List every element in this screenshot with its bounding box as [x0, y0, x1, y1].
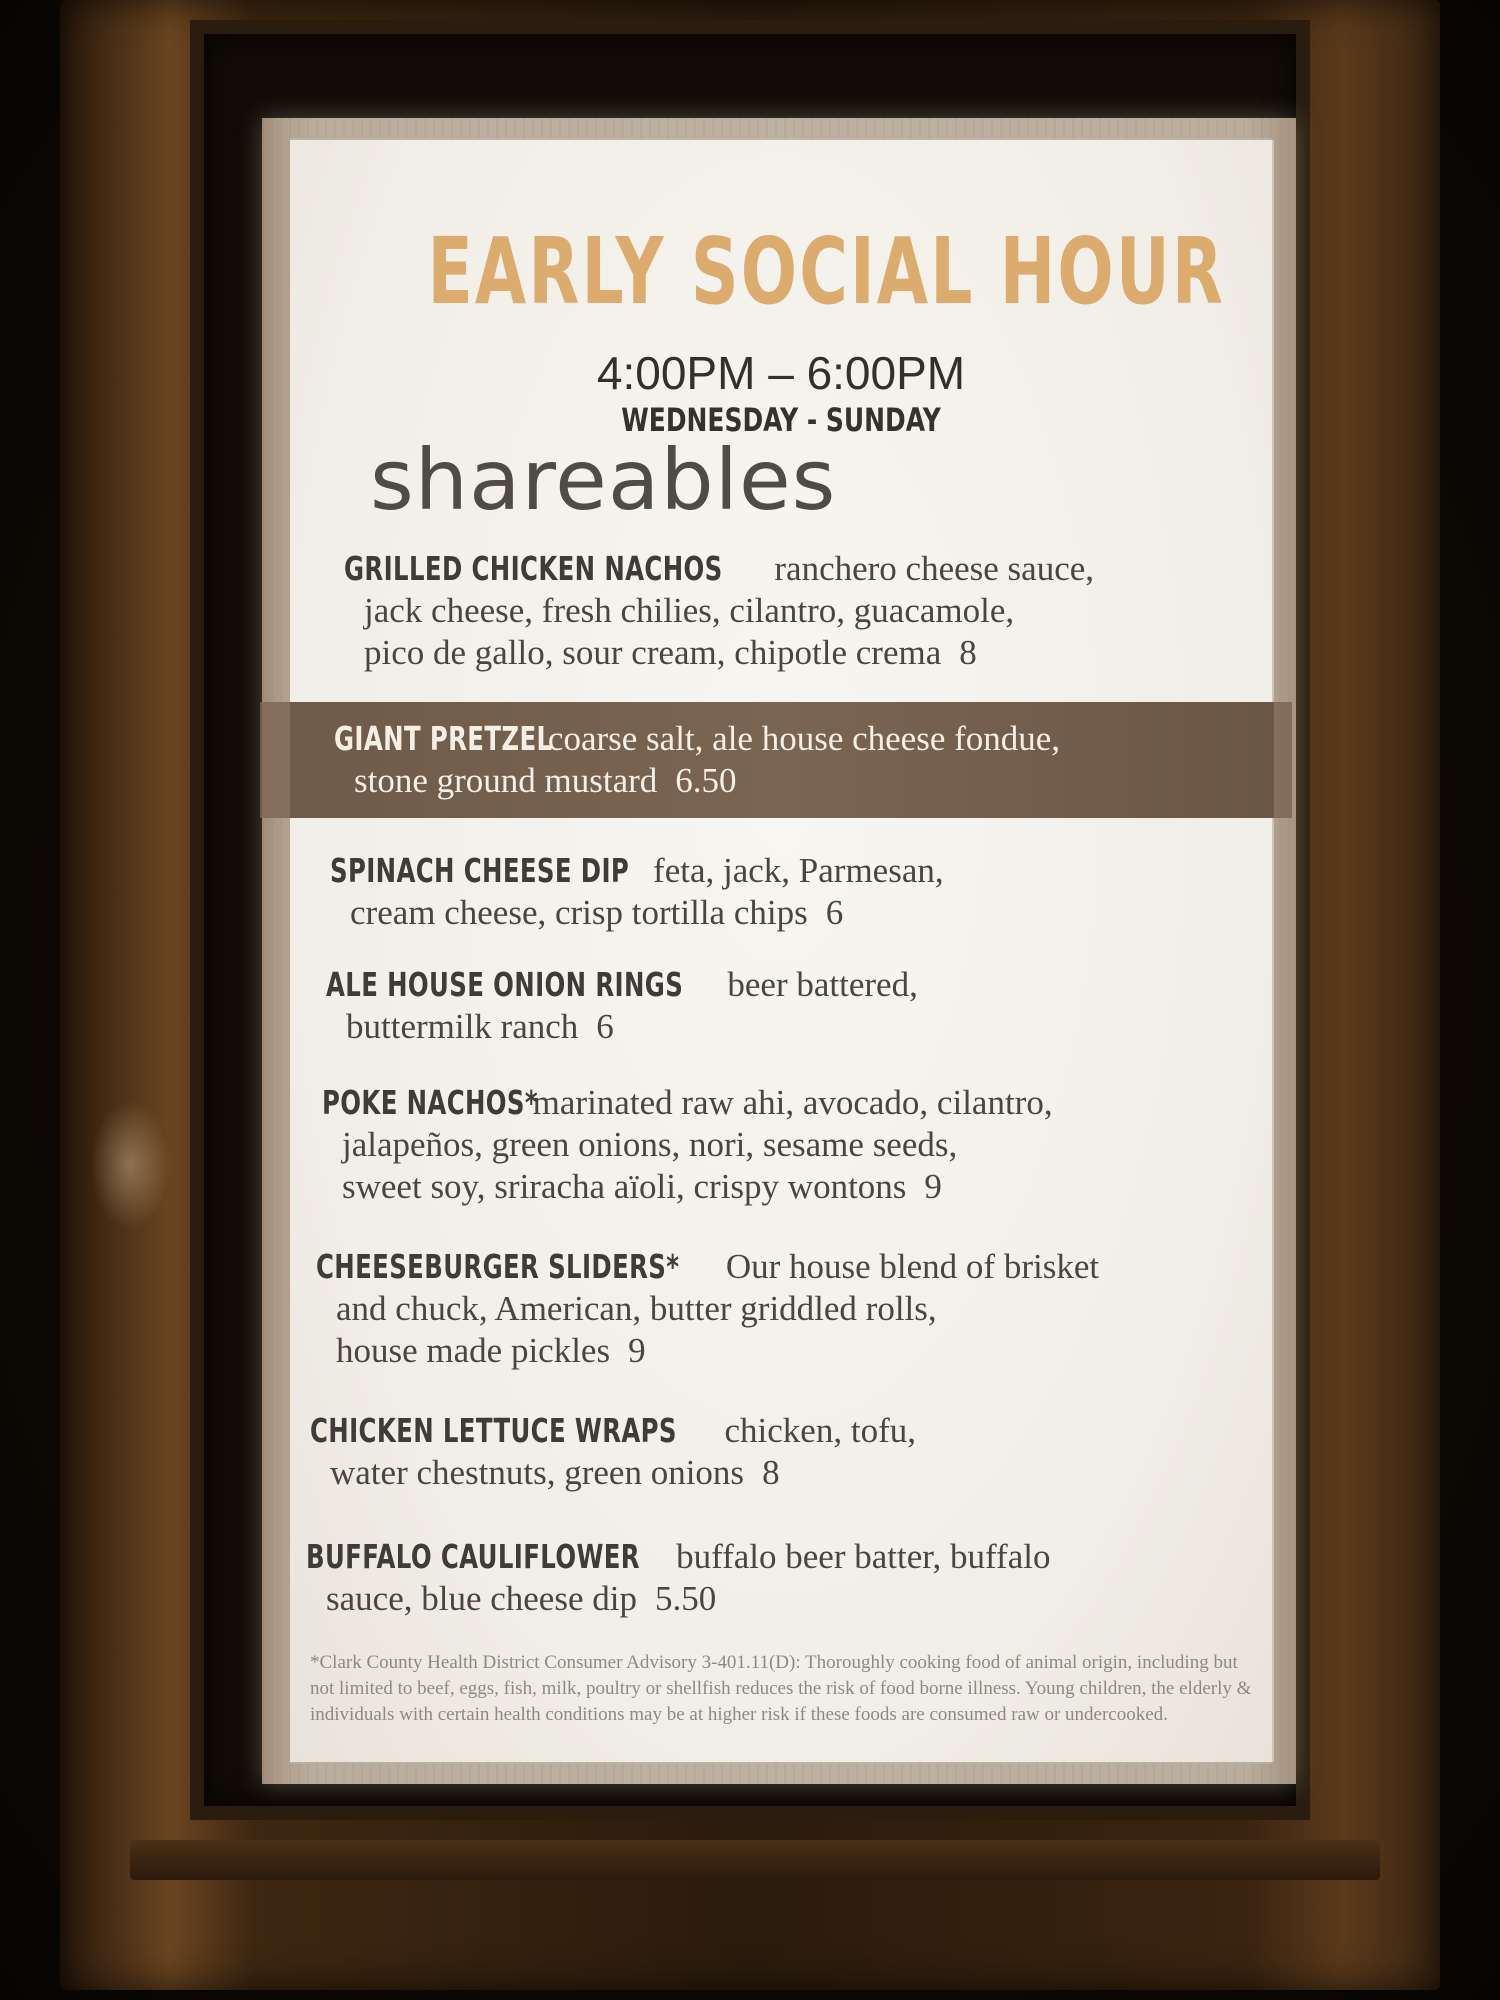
item-price: 9	[628, 1331, 646, 1370]
item-price: 6	[825, 893, 844, 932]
menu-hours: 4:00PM – 6:00PM	[596, 347, 966, 399]
menu-item	[326, 964, 918, 1048]
sign-frame-bottom	[130, 1840, 1380, 1880]
item-name: POKE NACHOS*	[322, 1083, 539, 1122]
menu-item	[322, 1082, 1053, 1208]
item-description: ranchero cheese sauce,	[774, 549, 1095, 588]
item-name: ALE HOUSE ONION RINGS	[326, 965, 684, 1004]
item-description: buffalo beer batter, buffalo	[676, 1537, 1051, 1576]
item-description: stone ground mustard	[354, 761, 658, 800]
section-title: shareables	[370, 431, 837, 529]
item-price: 8	[762, 1453, 780, 1492]
item-name: GRILLED CHICKEN NACHOS	[344, 549, 723, 588]
item-description: sweet soy, sriracha aïoli, crispy wontons	[342, 1167, 907, 1206]
item-description: sauce, blue cheese dip	[326, 1579, 637, 1618]
item-price: 8	[959, 633, 977, 672]
menu-item	[310, 1410, 916, 1494]
item-description: jalapeños, green onions, nori, sesame seeds,	[342, 1125, 958, 1164]
menu-item-featured	[334, 718, 1060, 802]
menu-days: WEDNESDAY - SUNDAY	[621, 401, 941, 439]
item-description: pico de gallo, sour cream, chipotle crema	[364, 633, 942, 672]
item-price: 6	[596, 1007, 614, 1046]
menu-paper	[290, 138, 1272, 1764]
item-description: Our house blend of brisket	[725, 1247, 1100, 1286]
frame-glare	[90, 1100, 170, 1230]
item-name: BUFFALO CAULIFLOWER	[306, 1537, 640, 1576]
health-advisory: *Clark County Health District Consumer Advisory 3-401.11(D): Thoroughly cooking food of animal origin, including but not limited to beef, eggs, fish, milk, poultry or shellfish reduces the risk of food borne illness. Young children, the elderly & individuals with certain health conditions may be at higher risk if these foods are consumed raw or undercooked.	[310, 1652, 1252, 1725]
item-price: 5.50	[654, 1579, 717, 1618]
item-description: jack cheese, fresh chilies, cilantro, guacamole,	[364, 591, 1015, 630]
item-description: marinated raw ahi, avocado, cilantro,	[532, 1083, 1053, 1122]
item-price: 6.50	[675, 761, 737, 800]
item-price: 9	[924, 1167, 942, 1206]
item-description: coarse salt, ale house cheese fondue,	[547, 719, 1061, 758]
menu-title: EARLY SOCIAL HOUR	[427, 218, 1225, 325]
menu-panel	[262, 118, 1296, 1784]
menu-item	[306, 1536, 1050, 1620]
menu-item	[344, 548, 1094, 674]
item-name: SPINACH CHEESE DIP	[330, 851, 630, 890]
item-description: buttermilk ranch	[346, 1007, 579, 1046]
item-description: beer battered,	[727, 965, 918, 1004]
item-description: water chestnuts, green onions	[330, 1453, 745, 1492]
item-description: cream cheese, crisp tortilla chips	[350, 893, 808, 932]
item-description: and chuck, American, butter griddled rolls,	[336, 1289, 937, 1328]
item-name: CHEESEBURGER SLIDERS*	[316, 1247, 680, 1286]
item-description: chicken, tofu,	[724, 1411, 916, 1450]
item-description: house made pickles	[336, 1331, 611, 1370]
item-name: GIANT PRETZEL	[334, 719, 553, 758]
item-name: CHICKEN LETTUCE WRAPS	[310, 1411, 677, 1450]
menu-item	[330, 850, 944, 934]
menu-item	[316, 1246, 1099, 1372]
item-description: feta, jack, Parmesan,	[653, 851, 944, 890]
